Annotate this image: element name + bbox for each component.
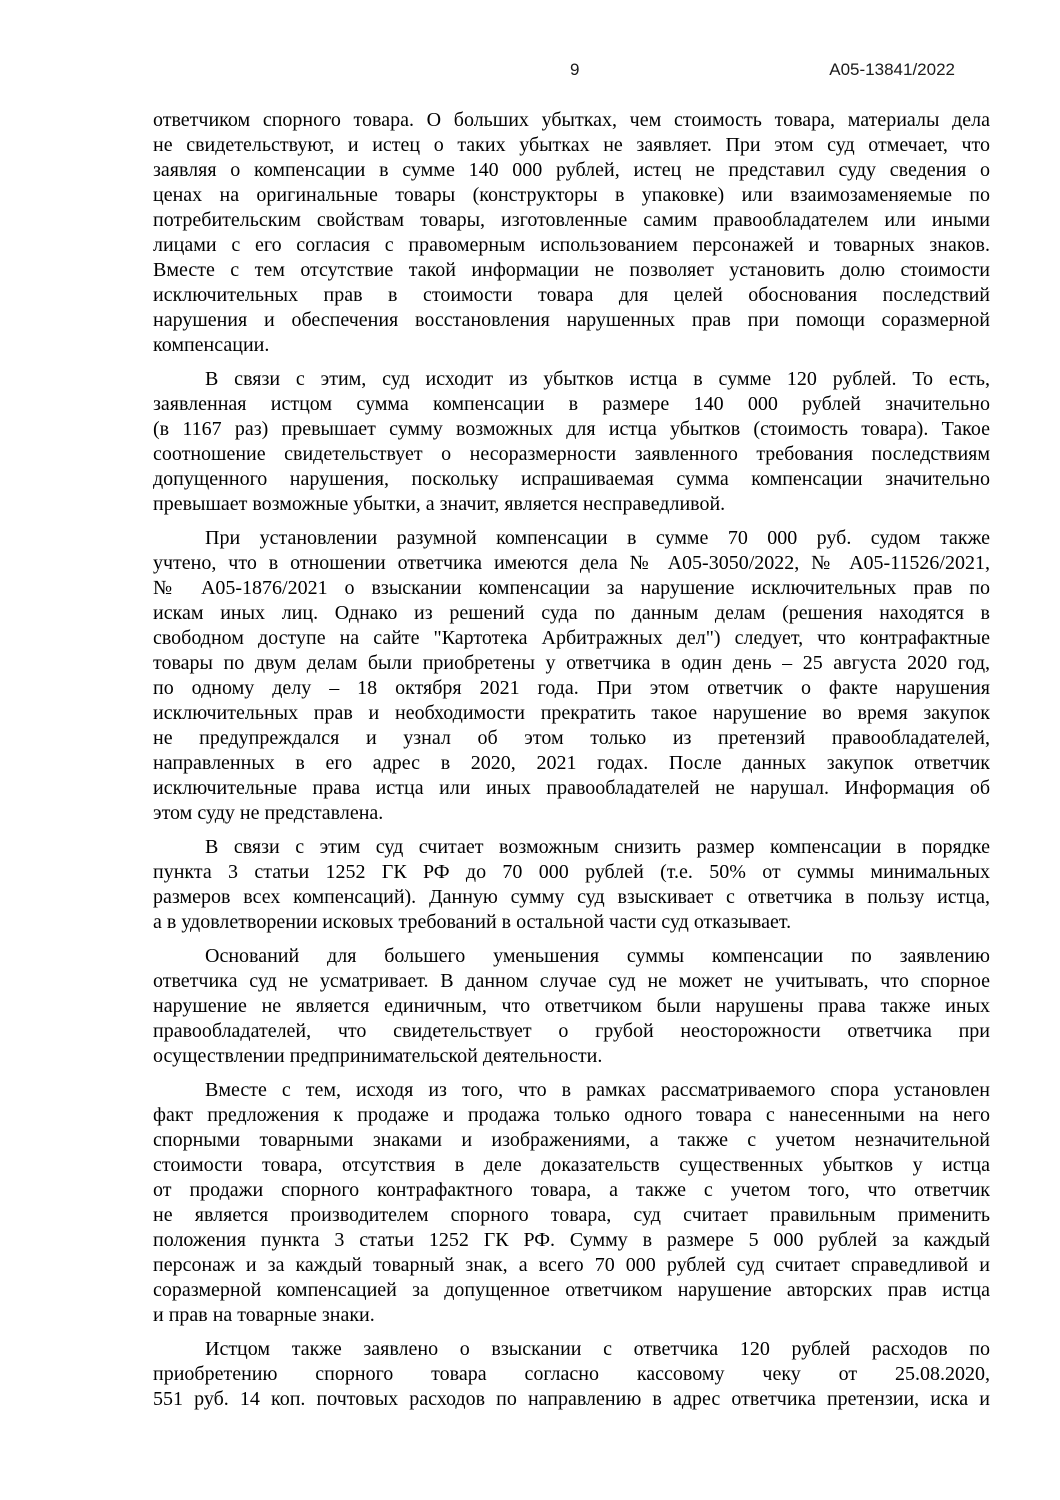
text-line: исключительных прав и необходимости прекратить такое нарушение во время закупок <box>153 702 990 724</box>
text-line: нарушения и обеспечения восстановления нарушенных прав при помощи соразмерной <box>153 309 990 331</box>
text-line: стоимости товара, отсутствия в деле доказательств существенных убытков у истца <box>153 1154 990 1176</box>
page-header <box>0 60 1060 86</box>
text-line: товары по двум делам были приобретены у ответчика в один день – 25 августа 2020 год, <box>153 652 990 674</box>
text-line: Вместе с тем отсутствие такой информации не позволяет установить долю стоимости <box>153 259 990 281</box>
text-line: При установлении разумной компенсации в сумме 70 000 руб. судом также <box>205 527 990 549</box>
text-line: положения пункта 3 статьи 1252 ГК РФ. Сумму в размере 5 000 рублей за каждый <box>153 1229 990 1251</box>
text-line: В связи с этим, суд исходит из убытков истца в сумме 120 рублей. То есть, <box>205 368 990 390</box>
text-line: правообладателей, что свидетельствует о грубой неосторожности ответчика при <box>153 1020 990 1042</box>
text-line: В связи с этим суд считает возможным снизить размер компенсации в порядке <box>205 836 990 858</box>
text-line: приобретению спорного товара согласно кассовому чеку от 25.08.2020, <box>153 1363 990 1385</box>
text-line: Истцом также заявлено о взыскании с ответчика 120 рублей расходов по <box>205 1338 990 1360</box>
text-line: № А05-1876/2021 о взыскании компенсации за нарушение исключительных прав по <box>153 577 990 599</box>
text-line: компенсации. <box>153 334 270 356</box>
case-number: А05-13841/2022 <box>829 60 955 79</box>
page-number: 9 <box>570 60 580 79</box>
text-line: спорными товарными знаками и изображениями, а также с учетом незначительной <box>153 1129 990 1151</box>
text-line: не свидетельствуют, и истец о таких убытках не заявляет. При этом суд отмечает, что <box>153 134 990 156</box>
text-line: (в 1167 раз) превышает сумму возможных для истца убытков (стоимость товара). Такое <box>153 418 990 440</box>
text-line: свободном доступе на сайте "Картотека Арбитражных дел") следует, что контрафактные <box>153 627 990 649</box>
document-body <box>153 108 990 1421</box>
paragraph <box>153 1337 990 1412</box>
paragraph <box>153 526 990 826</box>
paragraph <box>153 835 990 935</box>
paragraph <box>153 1078 990 1328</box>
paragraph <box>153 367 990 517</box>
text-line: учтено, что в отношении ответчика имеются дела № А05-3050/2022, № А05-11526/2021, <box>153 552 990 574</box>
text-line: ответчиком спорного товара. О больших убытках, чем стоимость товара, материалы дела <box>153 109 990 131</box>
text-line: заявленная истцом сумма компенсации в размере 140 000 рублей значительно <box>153 393 990 415</box>
text-line: превышает возможные убытки, а значит, является несправедливой. <box>153 493 726 515</box>
text-line: заявляя о компенсации в сумме 140 000 рублей, истец не представил суду сведения о <box>153 159 990 181</box>
text-line: не является производителем спорного товара, суд считает правильным применить <box>153 1204 990 1226</box>
text-line: Вместе с тем, исходя из того, что в рамках рассматриваемого спора установлен <box>205 1079 990 1101</box>
text-line: размеров всех компенсаций). Данную сумму суд взыскивает с ответчика в пользу истца, <box>153 886 990 908</box>
text-line: соотношение свидетельствует о несоразмерности заявленного требования последствиям <box>153 443 990 465</box>
text-line: ответчика суд не усматривает. В данном случае суд не может не учитывать, что спорное <box>153 970 990 992</box>
text-line: ценах на оригинальные товары (конструкторы в упаковке) или взаимозаменяемые по <box>153 184 990 206</box>
text-line: соразмерной компенсацией за допущенное ответчиком нарушение авторских прав истца <box>153 1279 990 1301</box>
text-line: нарушение не является единичным, что ответчиком были нарушены права также иных <box>153 995 990 1017</box>
text-line: факт предложения к продаже и продажа только одного товара с нанесенными на него <box>153 1104 990 1126</box>
text-line: этом суду не представлена. <box>153 802 384 824</box>
text-line: персонаж и за каждый товарный знак, а всего 70 000 рублей суд считает справедливой и <box>153 1254 990 1276</box>
text-line: потребительским свойствам товары, изготовленные самим правообладателем или иными <box>153 209 990 231</box>
text-line: лицами с его согласия с правомерным использованием персонажей и товарных знаков. <box>153 234 990 256</box>
paragraph <box>153 944 990 1069</box>
paragraph <box>153 108 990 358</box>
text-line: искам иных лиц. Однако из решений суда по данным делам (решения находятся в <box>153 602 990 624</box>
text-line: а в удовлетворении исковых требований в остальной части суд отказывает. <box>153 911 792 933</box>
text-line: по одному делу – 18 октября 2021 года. При этом ответчик о факте нарушения <box>153 677 990 699</box>
text-line: направленных в его адрес в 2020, 2021 годах. После данных закупок ответчик <box>153 752 990 774</box>
text-line: и прав на товарные знаки. <box>153 1304 375 1326</box>
text-line: допущенного нарушения, поскольку испрашиваемая сумма компенсации значительно <box>153 468 990 490</box>
text-line: исключительные права истца или иных правообладателей не нарушал. Информация об <box>153 777 990 799</box>
text-line: исключительных прав в стоимости товара для целей обоснования последствий <box>153 284 990 306</box>
text-line: Оснований для большего уменьшения суммы компенсации по заявлению <box>205 945 990 967</box>
text-line: от продажи спорного контрафактного товара, а также с учетом того, что ответчик <box>153 1179 990 1201</box>
text-line: 551 руб. 14 коп. почтовых расходов по направлению в адрес ответчика претензии, иска и <box>153 1388 990 1410</box>
text-line: пункта 3 статьи 1252 ГК РФ до 70 000 рублей (т.е. 50% от суммы минимальных <box>153 861 990 883</box>
text-line: не предупреждался и узнал об этом только из претензий правообладателей, <box>153 727 990 749</box>
text-line: осуществлении предпринимательской деятельности. <box>153 1045 603 1067</box>
